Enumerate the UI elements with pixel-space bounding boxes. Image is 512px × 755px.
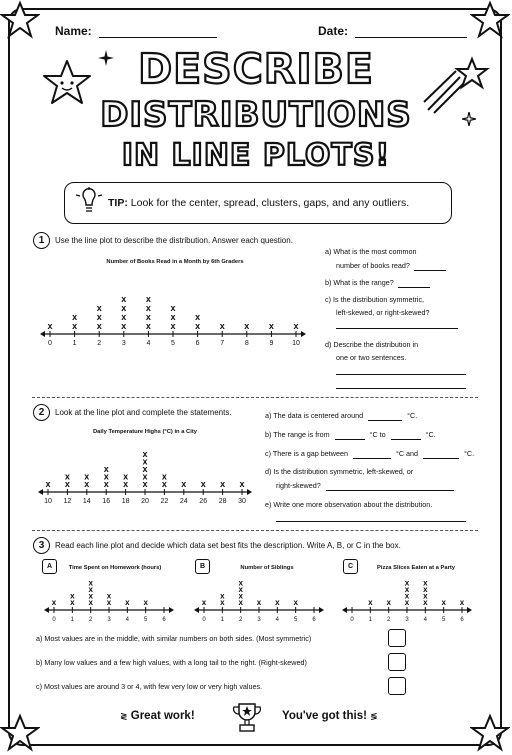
tick-label: 8 xyxy=(244,340,249,347)
data-mark: x xyxy=(293,598,298,607)
name-field[interactable]: Name: xyxy=(55,24,217,38)
star-icon xyxy=(470,0,510,40)
data-mark: x xyxy=(47,321,53,331)
data-mark: x xyxy=(293,321,299,331)
answer-line[interactable] xyxy=(326,490,454,491)
data-mark: x xyxy=(244,321,250,331)
tick-label: 0 xyxy=(202,617,206,623)
data-mark: x xyxy=(181,479,187,489)
statement-d-line2: right-skewed? xyxy=(276,481,454,491)
label-a: A xyxy=(42,559,57,574)
answer-box-c[interactable] xyxy=(388,677,406,695)
answer-line[interactable] xyxy=(336,328,458,329)
question-a: a) What is the most common xyxy=(325,247,417,256)
star-icon xyxy=(0,713,40,753)
data-mark: x xyxy=(88,578,93,588)
data-mark: x xyxy=(121,303,127,313)
data-mark: x xyxy=(72,312,78,322)
smiling-star-icon xyxy=(40,58,94,108)
data-mark: x xyxy=(121,294,127,304)
tick-label: 22 xyxy=(160,498,169,505)
arrow-right xyxy=(247,489,252,495)
tick-label: 3 xyxy=(107,617,111,623)
lightbulb-icon xyxy=(74,187,104,219)
line-plot-c xyxy=(342,572,472,624)
tick-label: 26 xyxy=(199,498,208,505)
answer-line[interactable] xyxy=(423,458,459,459)
sparkle-icon xyxy=(462,112,476,126)
answer-line[interactable] xyxy=(398,287,430,288)
name-line[interactable] xyxy=(99,37,217,38)
data-mark: x xyxy=(142,479,148,489)
chart-title: Number of Siblings xyxy=(240,565,294,571)
answer-line[interactable] xyxy=(414,270,446,271)
label-c: C xyxy=(343,559,358,574)
date-field[interactable]: Date: xyxy=(318,24,467,38)
section-number: 3 xyxy=(33,537,50,554)
tick-label: 10 xyxy=(292,340,300,347)
section-number: 2 xyxy=(33,404,50,421)
data-mark: x xyxy=(121,321,127,331)
data-mark: x xyxy=(125,598,130,607)
answer-line[interactable] xyxy=(276,521,466,522)
data-mark: x xyxy=(220,591,225,601)
data-mark: x xyxy=(96,312,102,322)
data-mark: x xyxy=(142,449,148,459)
data-mark: x xyxy=(220,479,226,489)
data-mark: x xyxy=(142,456,148,467)
tick-label: 16 xyxy=(102,498,111,505)
data-mark: x xyxy=(239,479,245,489)
data-mark: x xyxy=(368,598,373,607)
description-b: b) Many low values and a few high values, with a long tail to the right. (Right-skewed) xyxy=(36,658,307,667)
section-number: 1 xyxy=(33,232,50,249)
data-mark: x xyxy=(143,598,148,607)
star-icon xyxy=(470,713,510,753)
tick-label: 3 xyxy=(257,617,261,623)
title-line-1: DESCRIBE xyxy=(138,45,374,93)
section-instruction: Read each line plot and decide which data set best fits the description. Write A, B, or C in the box. xyxy=(55,541,401,550)
data-mark: x xyxy=(64,471,70,482)
tick-label: 2 xyxy=(88,617,93,623)
data-mark: x xyxy=(103,464,109,474)
data-mark: x xyxy=(142,464,148,474)
tick-label: 24 xyxy=(179,498,188,505)
statement-b: b) The range is from °C to °C. xyxy=(265,430,436,439)
data-mark: x xyxy=(275,598,280,607)
tick-label: 9 xyxy=(269,340,274,347)
data-mark: x xyxy=(170,303,176,313)
tick-label: 14 xyxy=(82,498,91,505)
tick-label: 4 xyxy=(146,340,151,347)
section-instruction: Look at the line plot and complete the statements. xyxy=(55,408,232,417)
answer-line[interactable] xyxy=(336,388,466,389)
data-mark: x xyxy=(195,321,201,331)
arrow-right xyxy=(319,607,324,613)
data-mark: x xyxy=(220,598,225,607)
tick-label: 5 xyxy=(293,617,298,623)
data-mark: x xyxy=(423,578,428,588)
line-plot-books xyxy=(40,268,306,348)
title-line-3: IN LINE PLOTS! xyxy=(121,138,391,173)
chart-title: Pizza Slices Eaten at a Party xyxy=(377,565,455,571)
line-plot-temperature xyxy=(38,440,252,506)
answer-box-b[interactable] xyxy=(388,653,406,671)
data-mark: x xyxy=(170,321,176,331)
chart-title: Daily Temperature Highs (°C) in a City xyxy=(93,429,197,435)
tick-label: 3 xyxy=(121,340,126,347)
question-d-line2: one or two sentences. xyxy=(336,353,407,362)
tick-label: 5 xyxy=(441,617,446,623)
line-plot-a xyxy=(44,572,174,624)
tick-label: 0 xyxy=(350,617,354,623)
data-mark: x xyxy=(238,585,243,594)
data-mark: x xyxy=(51,598,57,607)
data-mark: x xyxy=(70,591,75,601)
tick-label: 2 xyxy=(97,340,102,347)
data-mark: x xyxy=(88,585,93,594)
data-mark: x xyxy=(170,312,176,322)
question-b: b) What is the range? xyxy=(325,278,430,288)
tick-label: 4 xyxy=(125,617,130,623)
data-mark: x xyxy=(84,471,90,482)
tick-label: 12 xyxy=(63,498,72,505)
star-icon xyxy=(0,0,40,40)
tick-label: 2 xyxy=(386,617,391,623)
arrow-left xyxy=(38,489,43,495)
data-mark: x xyxy=(441,598,446,607)
question-d: d) Describe the distribution in xyxy=(325,340,419,349)
shooting-star-icon xyxy=(420,55,490,115)
data-mark: x xyxy=(106,591,112,601)
data-mark: x xyxy=(238,578,243,588)
tick-label: 2 xyxy=(238,617,243,623)
data-mark: x xyxy=(404,585,410,594)
data-mark: x xyxy=(404,591,410,601)
tick-label: 10 xyxy=(44,498,52,505)
question-c: c) Is the distribution symmetric, xyxy=(325,295,425,304)
data-mark: x xyxy=(423,591,428,601)
description-c: c) Most values are around 3 or 4, with few very low or very high values. xyxy=(36,682,263,691)
sparkle-icon xyxy=(98,50,114,66)
description-a: a) Most values are in the middle, with similar numbers on both sides. (Most symmetric) xyxy=(36,634,312,643)
data-mark: x xyxy=(423,598,428,607)
title-line-2: DISTRIBUTIONS xyxy=(100,95,412,135)
answer-box-a[interactable] xyxy=(388,629,406,647)
section-divider xyxy=(32,530,478,531)
data-mark: x xyxy=(459,598,465,607)
statement-d: d) Is the distribution symmetric, left-skewed, or xyxy=(265,467,414,476)
data-mark: x xyxy=(72,321,78,331)
trophy-icon xyxy=(230,700,264,736)
data-mark: x xyxy=(96,303,102,313)
tick-label: 30 xyxy=(238,498,246,505)
arrow-left xyxy=(44,607,49,613)
data-mark: x xyxy=(106,598,112,607)
arrow-right xyxy=(169,607,174,613)
data-mark: x xyxy=(386,598,391,607)
question-a-line2: number of books read? xyxy=(336,261,446,271)
data-mark: x xyxy=(84,479,90,489)
data-mark: x xyxy=(142,471,148,482)
data-mark: x xyxy=(45,479,51,489)
data-mark: x xyxy=(219,321,225,331)
data-mark: x xyxy=(200,479,206,489)
data-mark: x xyxy=(145,294,151,304)
answer-line[interactable] xyxy=(353,458,391,459)
tick-label: 3 xyxy=(405,617,409,623)
data-mark: x xyxy=(145,321,151,331)
data-mark: x xyxy=(201,598,207,607)
label-b: B xyxy=(195,559,210,574)
answer-line[interactable] xyxy=(336,374,466,375)
statement-e: e) Write one more observation about the distribution. xyxy=(265,500,433,509)
arrow-left xyxy=(40,331,45,337)
arrow-right xyxy=(467,607,472,613)
tick-label: 18 xyxy=(121,498,130,505)
tick-label: 28 xyxy=(218,498,227,505)
answer-line[interactable] xyxy=(391,439,421,440)
data-mark: x xyxy=(64,479,70,489)
answer-line[interactable] xyxy=(335,439,365,440)
tip-text: TIP: Look for the center, spread, clusters, gaps, and any outliers. xyxy=(108,197,410,209)
data-mark: x xyxy=(404,598,410,607)
data-mark: x xyxy=(238,598,243,607)
section-divider xyxy=(32,397,478,398)
tick-label: 6 xyxy=(195,340,200,347)
statement-a: a) The data is centered around °C. xyxy=(265,411,418,420)
data-mark: x xyxy=(121,312,127,322)
data-mark: x xyxy=(88,598,93,607)
chart-title: Number of Books Read in a Month by 6th Graders xyxy=(106,259,244,265)
data-mark: x xyxy=(161,471,167,482)
data-mark: x xyxy=(145,303,151,313)
tick-label: 1 xyxy=(220,617,225,623)
tick-label: 0 xyxy=(52,617,56,623)
data-mark: x xyxy=(123,479,129,489)
section-instruction: Use the line plot to describe the distribution. Answer each question. xyxy=(55,236,293,245)
chart-title: Time Spent on Homework (hours) xyxy=(68,565,162,571)
tick-label: 5 xyxy=(143,617,148,623)
tick-label: 4 xyxy=(423,617,428,623)
statement-c: c) There is a gap between °C and °C. xyxy=(265,449,475,458)
footer-right: You've got this! ≶ xyxy=(282,710,378,722)
data-mark: x xyxy=(70,598,75,607)
tick-label: 1 xyxy=(70,617,75,623)
arrow-right xyxy=(301,331,306,337)
arrow-left xyxy=(194,607,199,613)
question-c-line2: left-skewed, or right-skewed? xyxy=(336,308,430,317)
tick-label: 6 xyxy=(162,617,166,623)
data-mark: x xyxy=(238,591,243,601)
data-mark: x xyxy=(195,312,201,322)
data-mark: x xyxy=(103,471,109,482)
tick-label: 20 xyxy=(141,498,149,505)
data-mark: x xyxy=(103,479,109,489)
tick-label: 4 xyxy=(275,617,280,623)
tick-label: 6 xyxy=(312,617,316,623)
tick-label: 7 xyxy=(220,340,225,347)
tick-label: 5 xyxy=(171,340,175,347)
data-mark: x xyxy=(145,312,151,322)
arrow-left xyxy=(342,607,347,613)
tick-label: 1 xyxy=(368,617,373,623)
tick-label: 0 xyxy=(48,340,52,347)
answer-line[interactable] xyxy=(368,420,402,421)
data-mark: x xyxy=(88,591,93,601)
data-mark: x xyxy=(96,321,102,331)
data-mark: x xyxy=(161,479,167,489)
data-mark: x xyxy=(423,585,428,594)
data-mark: x xyxy=(123,471,129,482)
tick-label: 6 xyxy=(460,617,464,623)
date-line[interactable] xyxy=(355,37,467,38)
data-mark: x xyxy=(268,321,274,331)
footer-left: ≷ Great work! xyxy=(120,710,195,722)
tick-label: 1 xyxy=(72,340,77,347)
data-mark: x xyxy=(404,578,410,588)
data-mark: x xyxy=(256,598,262,607)
line-plot-b xyxy=(194,572,324,624)
